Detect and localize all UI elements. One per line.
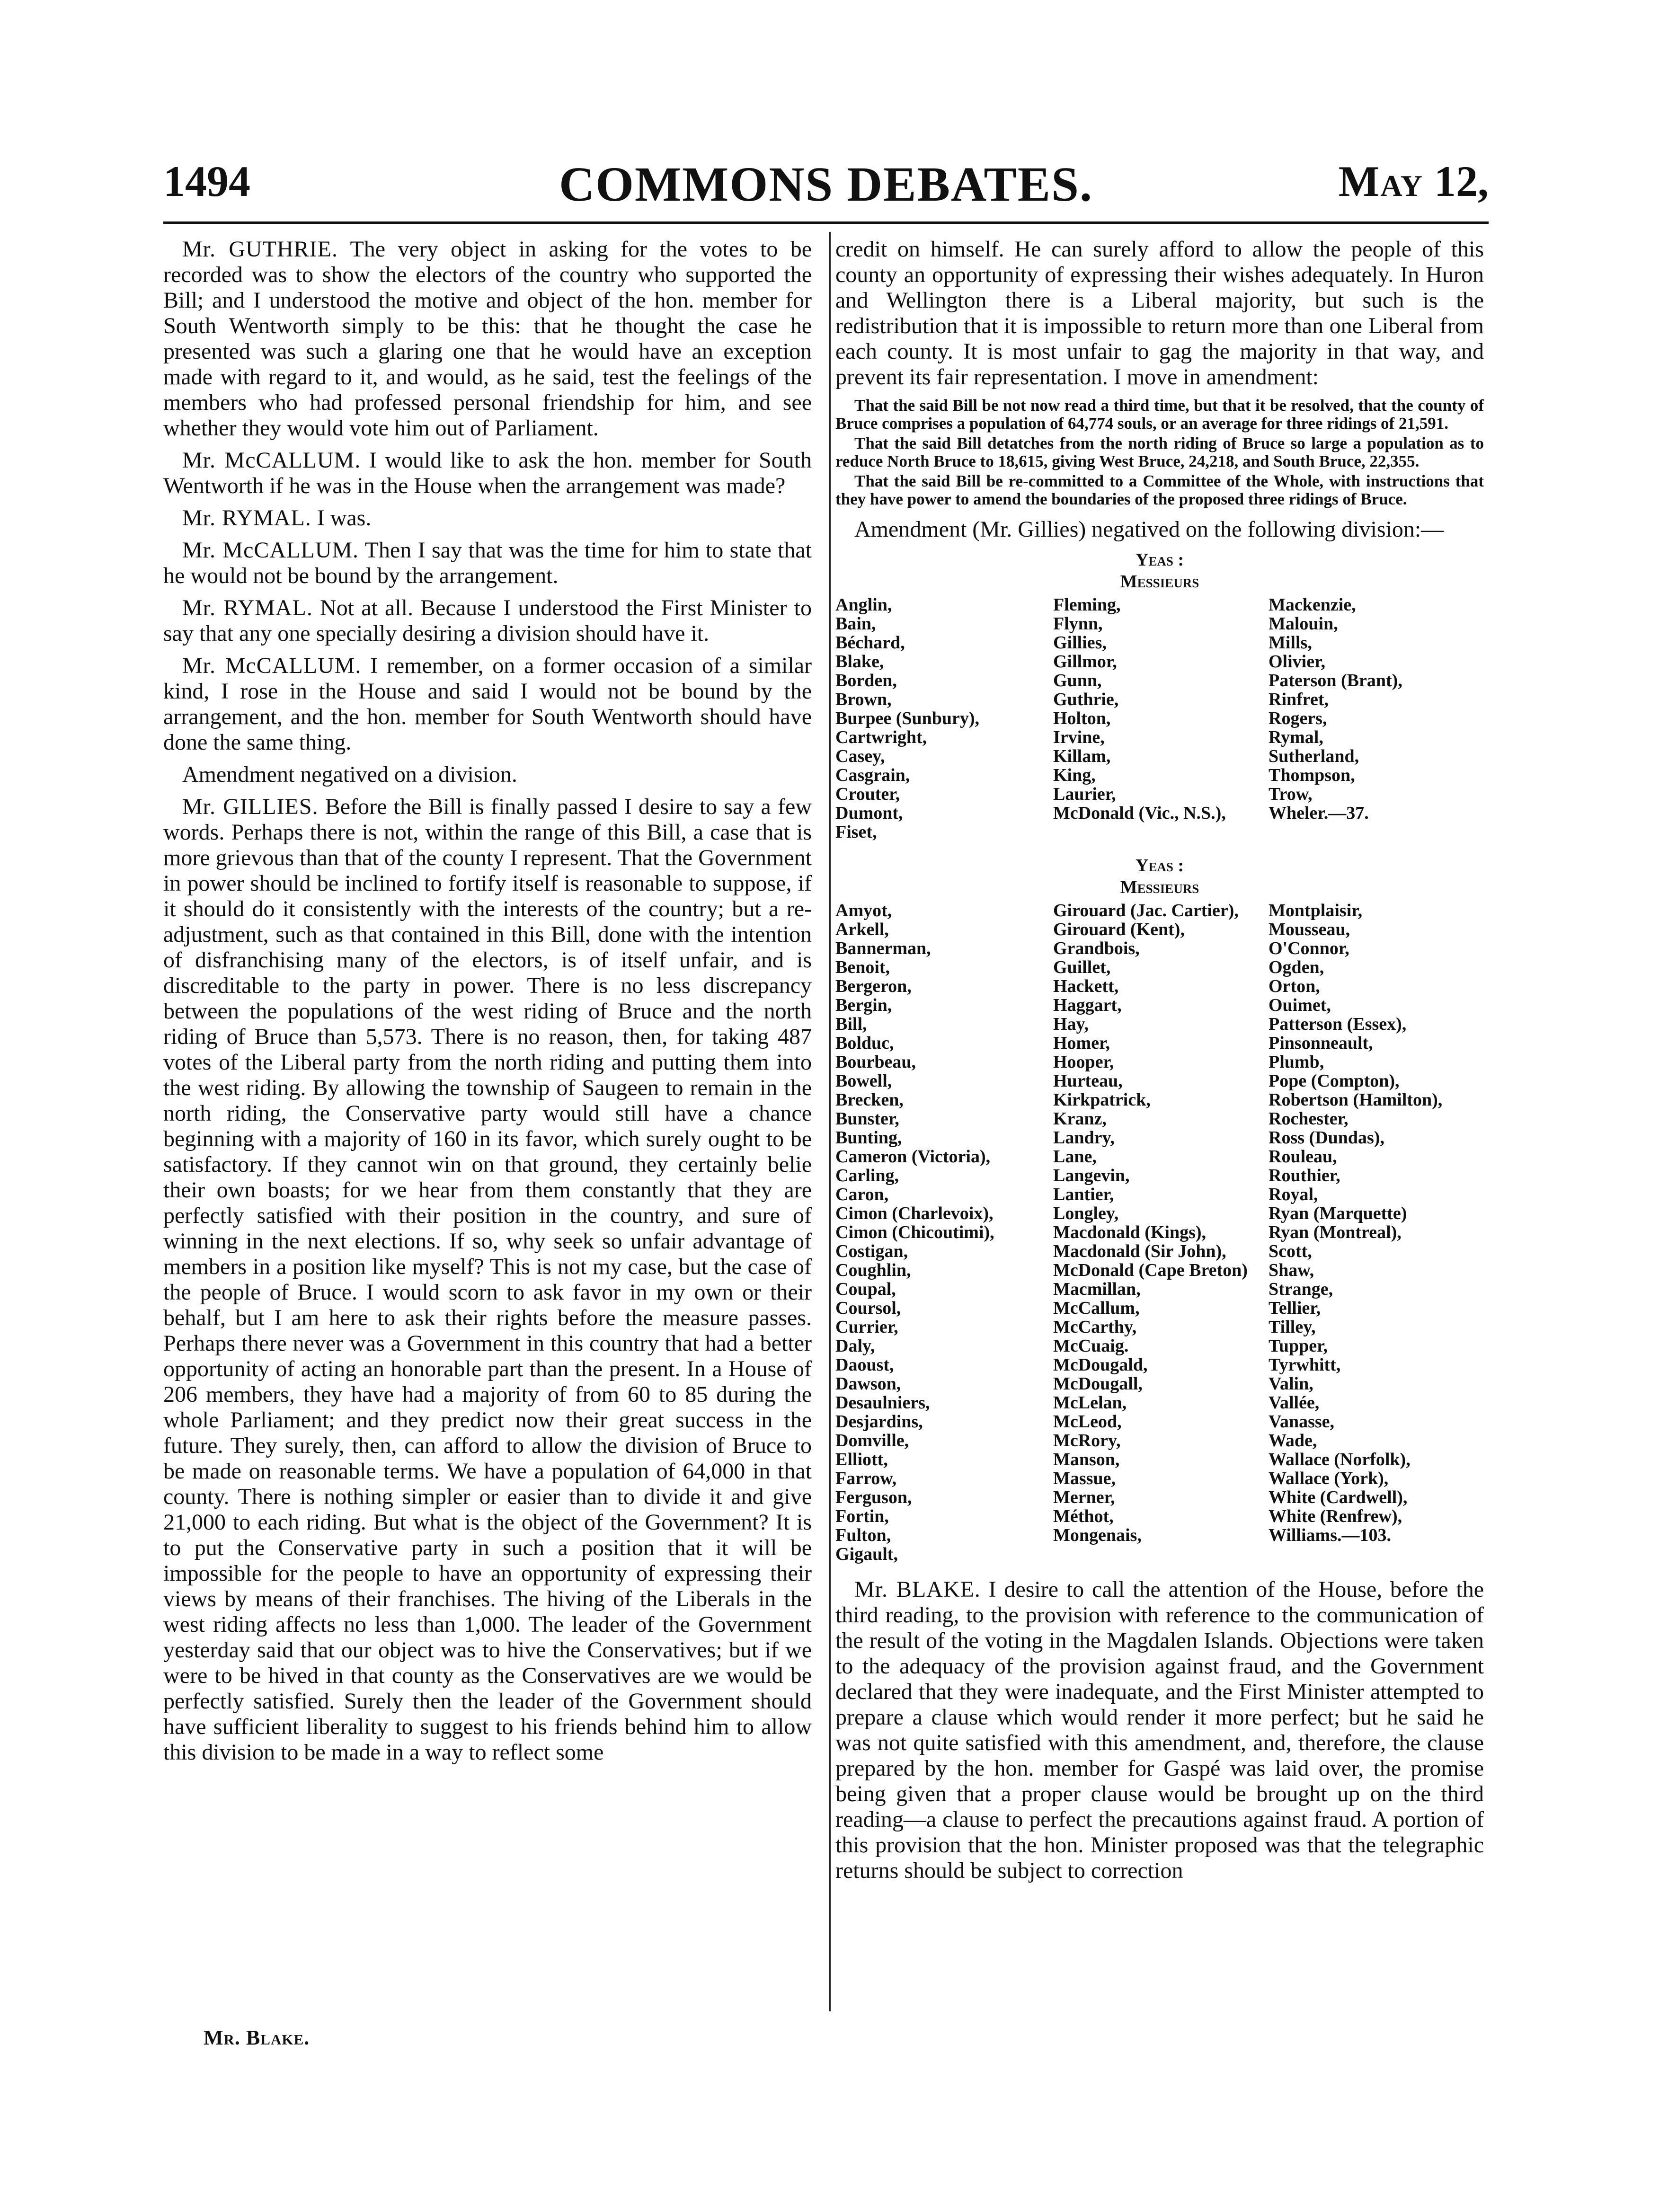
member-name: Dawson, xyxy=(835,1374,901,1394)
division-yeas-1 xyxy=(835,549,1484,841)
member-name: O'Connor, xyxy=(1269,938,1349,958)
speaker-name: Mr. McCALLUM. xyxy=(182,448,361,473)
member-name: Fiset, xyxy=(835,822,877,842)
division-row xyxy=(835,1488,1484,1507)
member-name xyxy=(1053,823,1269,841)
member-name: Royal, xyxy=(1269,1185,1318,1204)
member-name: McDonald (Vic., N.S.), xyxy=(1053,803,1226,823)
member-name: Scott, xyxy=(1269,1241,1312,1261)
member-name: Amyot, xyxy=(835,901,892,920)
date-day: 12, xyxy=(1434,157,1489,205)
division-row xyxy=(835,595,1484,614)
member-name: Benoit, xyxy=(835,957,890,977)
member-name: Landry, xyxy=(1053,1128,1115,1148)
division-row xyxy=(835,1166,1484,1185)
member-name: Plumb, xyxy=(1269,1052,1324,1072)
division-intro: Amendment (Mr. Gillies) negatived on the following division:— xyxy=(854,517,1444,542)
speech-text: I would like to ask the hon. member for South Wentworth if he was in the House when the arrangement was made? xyxy=(163,448,812,498)
speech-mccallum-1 xyxy=(163,448,812,499)
division-row xyxy=(835,1147,1484,1166)
member-name: Hurteau, xyxy=(1053,1071,1123,1091)
speech-text: Before the Bill is finally passed I desire to say a few words. Perhaps there is not, within the range of this Bill, a case that is more grievous than that of the county I represent. That the Government in power should be inclined to fortify itself is reasonable to suppose, if it should do it consistently with the interests of the country; but a re-adjustment, such as that contained in this Bill, done with the intention of disfranchising many of the electors, is of itself unfair, and is discreditable to the party in power. There is no less discrepancy between the populations of the west riding of Bruce and the north riding of Bruce than 5,573. There is no reason, then, for taking 487 votes of the Liberal party from the north riding and putting them into the west riding. By allowing the township of Saugeen to remain in the north riding, the Conservative party would still have a chance beginning with a majority of 160 in its favor, which surely ought to be satisfactory. If they cannot win on that ground, they certainly belie their own boasts; for we hear from them constantly that they are perfectly satisfied with their position in the country, and sure of winning in the next elections. If so, why seek so unfair advantage of members in a position like myself? This is not my case, but the case of the people of Bruce. I would scorn to ask favor in my own or their behalf, but I am here to ask their rights before the measure passes. Perhaps there never was a Government in this country that had a better opportunity of acting an honorable part than the present. In a House of 206 members, they have had a majority of from 60 to 85 during the whole Parliament; and they predict now their great success in the future. They surely, then, can afford to allow the division of Bruce to be made on reasonable terms. We have a population of 64,000 in that county. There is nothing simpler or easier than to divide it and give 21,000 to each riding. But what is the object of the Government? It is to put the Conservative party in such a position that it will be impossible for the people to have an opportunity of expressing their views by means of their franchises. The hiving of the Liberals in the west riding affects no less than 1,000. The leader of the Government yesterday said that our object was to hive the Conservatives; but if we were to be hived in that county as the Conservatives are we would be perfectly satisfied. Surely then the leader of the Government should have sufficient liberality to suggest to his friends behind him to allow this division to be made in a way to reflect some xyxy=(163,794,812,1765)
member-name: Currier, xyxy=(835,1317,898,1337)
member-name: Lane, xyxy=(1053,1147,1097,1167)
member-name: Fortin, xyxy=(835,1506,889,1526)
member-name: Brecken, xyxy=(835,1090,904,1110)
division-heading: Yeas : xyxy=(1135,856,1184,876)
member-name: Wheler.—37. xyxy=(1269,803,1369,823)
member-name: King, xyxy=(1053,765,1096,785)
division-list xyxy=(835,901,1484,1564)
member-name: Macdonald (Sir John), xyxy=(1053,1241,1226,1261)
member-name: Bowell, xyxy=(835,1071,892,1091)
date-month: May xyxy=(1338,157,1423,205)
member-name: Gillmor, xyxy=(1053,652,1117,672)
division-row xyxy=(835,1412,1484,1431)
catchword: Mr. Blake. xyxy=(204,2026,310,2049)
motion-clause-2: That the said Bill detatches from the north riding of Bruce so large a population as to reduce North Bruce to 18,615, giving West Bruce, 24,218, and South Bruce, 22,355. xyxy=(835,434,1484,470)
member-name: McDougall, xyxy=(1053,1374,1143,1394)
member-name: Pinsonneault, xyxy=(1269,1033,1373,1053)
speech-mccallum-2 xyxy=(163,538,812,589)
member-name: Sutherland, xyxy=(1269,746,1359,766)
speech-gillies-continued: credit on himself. He can surely afford to allow the people of this county an opportunity of expressing their wishes adequately. In Huron and Wellington there is a Liberal majority, but such is the redistribution that it is impossible to return more than one Liberal from each county. It is most unfair to gag the majority in that way, and prevent its fair representation. I move in amendment: xyxy=(835,237,1484,389)
member-name: Desjardins, xyxy=(835,1412,923,1432)
member-name: Macmillan, xyxy=(1053,1279,1141,1299)
member-name: Blake, xyxy=(835,652,884,672)
member-name: Ryan (Marquette) xyxy=(1269,1203,1407,1223)
division-list xyxy=(835,595,1484,841)
member-name: Laurier, xyxy=(1053,784,1116,804)
division-row xyxy=(835,1374,1484,1393)
speech-text: Not at all. Because I understood the First Minister to say that any one specially desiring a division should have it. xyxy=(163,595,812,646)
speech-rymal-1 xyxy=(163,505,812,531)
member-name: McRory, xyxy=(1053,1431,1121,1451)
division-subheading: Messieurs xyxy=(1120,877,1199,897)
member-name: Crouter, xyxy=(835,784,900,804)
member-name: Gillies, xyxy=(1053,633,1107,653)
member-name: Ryan (Montreal), xyxy=(1269,1222,1402,1242)
page-header xyxy=(163,156,1489,218)
member-name: Caron, xyxy=(835,1185,889,1204)
member-name: Domville, xyxy=(835,1431,909,1451)
member-name: Coughlin, xyxy=(835,1260,911,1280)
member-name: Homer, xyxy=(1053,1033,1110,1053)
member-name: Dumont, xyxy=(835,803,903,823)
division-row xyxy=(835,1185,1484,1204)
member-name: Merner, xyxy=(1053,1487,1115,1507)
header-rule xyxy=(163,221,1489,224)
member-name: Kirkpatrick, xyxy=(1053,1090,1151,1110)
member-name: Daly, xyxy=(835,1336,875,1356)
member-name: Fleming, xyxy=(1053,595,1121,615)
division-row xyxy=(835,1545,1484,1564)
division-row xyxy=(835,939,1484,958)
speaker-name: Mr. RYMAL. xyxy=(182,505,311,531)
member-name: McCuaig. xyxy=(1053,1336,1129,1356)
member-name: Grandbois, xyxy=(1053,938,1140,958)
member-name: Fulton, xyxy=(835,1525,891,1545)
member-name: Killam, xyxy=(1053,746,1111,766)
division-row xyxy=(835,671,1484,690)
member-name: Ogden, xyxy=(1269,957,1324,977)
member-name xyxy=(1053,1545,1269,1564)
member-name: Haggart, xyxy=(1053,995,1122,1015)
member-name: Costigan, xyxy=(835,1241,908,1261)
member-name: Olivier, xyxy=(1269,652,1325,672)
member-name: Manson, xyxy=(1053,1450,1120,1469)
speaker-name: Mr. RYMAL. xyxy=(182,595,313,620)
division-yeas-2 xyxy=(835,855,1484,1564)
member-name: Mousseau, xyxy=(1269,920,1350,939)
division-row xyxy=(835,1090,1484,1109)
page-date xyxy=(1339,156,1489,206)
member-name: Gigault, xyxy=(835,1544,898,1564)
division-row xyxy=(835,614,1484,633)
member-name: Trow, xyxy=(1269,784,1313,804)
speech-guthrie xyxy=(163,237,812,441)
member-name: Guillet, xyxy=(1053,957,1111,977)
member-name: Casey, xyxy=(835,746,885,766)
member-name: Tyrwhitt, xyxy=(1269,1355,1341,1375)
member-name: Hooper, xyxy=(1053,1052,1114,1072)
division-row xyxy=(835,958,1484,977)
member-name: Bannerman, xyxy=(835,938,931,958)
member-name: Mongenais, xyxy=(1053,1525,1142,1545)
member-name: Longley, xyxy=(1053,1203,1119,1223)
member-name: Cartwright, xyxy=(835,727,927,747)
member-name: Bergeron, xyxy=(835,976,912,996)
division-row xyxy=(835,1034,1484,1053)
division-row xyxy=(835,1355,1484,1374)
member-name: Patterson (Essex), xyxy=(1269,1014,1407,1034)
speech-text: The very object in asking for the votes to be recorded was to show the electors of the country who supported the Bill; and I understood the motive and object of the hon. member for South Wentworth simply to be this: that he thought the case he presented was such a glaring one that he would have an exception made with regard to it, and would, as he said, test the feelings of the members who had professed personal friendship for him, and see whether they would vote him out of Parliament. xyxy=(163,237,812,441)
speech-text: I remember, on a former occasion of a similar kind, I rose in the House and said I would not be bound by the arrangement, and the hon. member for South Wentworth should have done the same thing. xyxy=(163,653,812,755)
division-heading: Yeas : xyxy=(1135,550,1184,570)
member-name: Gunn, xyxy=(1053,671,1102,690)
division-row xyxy=(835,1469,1484,1488)
division-row xyxy=(835,747,1484,766)
division-row xyxy=(835,901,1484,920)
division-row xyxy=(835,652,1484,671)
division-row xyxy=(835,785,1484,804)
member-name: Flynn, xyxy=(1053,614,1103,634)
member-name: Williams.—103. xyxy=(1269,1525,1391,1545)
member-name: Massue, xyxy=(1053,1469,1116,1488)
division-row xyxy=(835,823,1484,841)
member-name: Ross (Dundas), xyxy=(1269,1128,1384,1148)
member-name: Bain, xyxy=(835,614,876,634)
member-name: Rymal, xyxy=(1269,727,1323,747)
speaker-name: Mr. BLAKE. xyxy=(854,1577,981,1602)
division-row xyxy=(835,1261,1484,1280)
member-name: Langevin, xyxy=(1053,1166,1130,1186)
division-row xyxy=(835,709,1484,728)
member-name: Daoust, xyxy=(835,1355,894,1375)
member-name xyxy=(1269,1545,1484,1564)
speech-text: I was. xyxy=(317,505,372,531)
division-row xyxy=(835,977,1484,996)
member-name: Rinfret, xyxy=(1269,690,1329,709)
member-name: Arkell, xyxy=(835,920,889,939)
speaker-name: Mr. GILLIES. xyxy=(182,794,319,819)
member-name: Valin, xyxy=(1269,1374,1313,1394)
member-name: Hay, xyxy=(1053,1014,1089,1034)
member-name: Méthot, xyxy=(1053,1506,1114,1526)
division-row xyxy=(835,920,1484,939)
division-row xyxy=(835,1431,1484,1450)
member-name: Elliott, xyxy=(835,1450,888,1469)
member-name: Bunster, xyxy=(835,1109,899,1129)
member-name: Coursol, xyxy=(835,1298,901,1318)
division-row xyxy=(835,1204,1484,1223)
member-name: Vallée, xyxy=(1269,1393,1320,1413)
division-row xyxy=(835,1109,1484,1128)
member-name: Casgrain, xyxy=(835,765,910,785)
division-row xyxy=(835,1450,1484,1469)
member-name: Borden, xyxy=(835,671,897,690)
procedural-note: Amendment negatived on a division. xyxy=(182,762,517,787)
member-name: McCallum, xyxy=(1053,1298,1140,1318)
member-name: Guthrie, xyxy=(1053,690,1119,709)
member-name: Orton, xyxy=(1269,976,1320,996)
member-name: White (Renfrew), xyxy=(1269,1506,1402,1526)
speech-gillies xyxy=(163,794,812,1765)
member-name: Mackenzie, xyxy=(1269,595,1356,615)
division-row xyxy=(835,996,1484,1015)
division-row xyxy=(835,1507,1484,1526)
member-name: Malouin, xyxy=(1269,614,1338,634)
speech-blake xyxy=(835,1577,1484,1884)
page-number: 1494 xyxy=(163,157,250,205)
member-name: McLeod, xyxy=(1053,1412,1122,1432)
member-name: Cameron (Victoria), xyxy=(835,1147,991,1167)
member-name: Pope (Compton), xyxy=(1269,1071,1400,1091)
division-row xyxy=(835,1242,1484,1261)
member-name: Routhier, xyxy=(1269,1166,1340,1186)
member-name: Strange, xyxy=(1269,1279,1333,1299)
member-name: Wallace (York), xyxy=(1269,1469,1389,1488)
division-subheading: Messieurs xyxy=(1120,572,1199,592)
division-row xyxy=(835,1128,1484,1147)
division-row xyxy=(835,1071,1484,1090)
member-name: Girouard (Kent), xyxy=(1053,920,1185,939)
member-name: Montplaisir, xyxy=(1269,901,1363,920)
member-name: Farrow, xyxy=(835,1469,897,1488)
member-name: Brown, xyxy=(835,690,892,709)
speech-text: I desire to call the attention of the House, before the third reading, to the provision with reference to the communication of the result of the voting in the Magdalen Islands. Objections were taken to the adequacy of the provision against fraud, and the Government declared that they were inadequate, and the First Minister attempted to prepare a clause which would render it more perfect; but he said he was not quite satisfied with this amendment, and, therefore, the clause prepared by the hon. member for Gaspé was laid over, the promise being given that a proper clause would be brought up on the third reading—a clause to perfect the precautions against fraud. A portion of this provision that the hon. Minister proposed was that the telegraphic returns should be subject to correction xyxy=(835,1577,1484,1883)
division-row xyxy=(835,1299,1484,1318)
division-row xyxy=(835,1280,1484,1299)
right-column xyxy=(835,237,1484,1890)
speech-mccallum-3 xyxy=(163,653,812,755)
speech-text: Then I say that was the time for him to state that he would not be bound by the arrangement. xyxy=(163,538,812,588)
member-name: McCarthy, xyxy=(1053,1317,1137,1337)
division-row xyxy=(835,1526,1484,1545)
member-name: Paterson (Brant), xyxy=(1269,671,1402,690)
member-name: Robertson (Hamilton), xyxy=(1269,1090,1443,1110)
division-row xyxy=(835,690,1484,709)
member-name: Hackett, xyxy=(1053,976,1119,996)
division-row xyxy=(835,1318,1484,1336)
member-name: Thompson, xyxy=(1269,765,1355,785)
member-name: Bunting, xyxy=(835,1128,902,1148)
member-name: Kranz, xyxy=(1053,1109,1107,1129)
column-divider xyxy=(829,232,831,2011)
member-name: Holton, xyxy=(1053,708,1111,728)
division-row xyxy=(835,766,1484,785)
member-name: Ouimet, xyxy=(1269,995,1331,1015)
member-name: Rogers, xyxy=(1269,708,1327,728)
member-name: Coupal, xyxy=(835,1279,896,1299)
member-name: Ferguson, xyxy=(835,1487,912,1507)
member-name: Girouard (Jac. Cartier), xyxy=(1053,901,1239,920)
member-name: Rouleau, xyxy=(1269,1147,1337,1167)
member-name: McDougald, xyxy=(1053,1355,1148,1375)
division-row xyxy=(835,1015,1484,1034)
member-name: Bill, xyxy=(835,1014,867,1034)
member-name: Lantier, xyxy=(1053,1185,1114,1204)
member-name: Mills, xyxy=(1269,633,1312,653)
speaker-name: Mr. McCALLUM. xyxy=(182,538,359,563)
member-name: Bolduc, xyxy=(835,1033,894,1053)
speaker-name: Mr. GUTHRIE. xyxy=(182,237,338,262)
motion-clause-3: That the said Bill be re-committed to a Committee of the Whole, with instructions that they have power to amend the boundaries of the proposed three ridings of Bruce. xyxy=(835,472,1484,508)
member-name: Tupper, xyxy=(1269,1336,1328,1356)
member-name xyxy=(1269,823,1484,841)
speaker-name: Mr. McCALLUM. xyxy=(182,653,362,678)
division-row xyxy=(835,633,1484,652)
member-name: Bergin, xyxy=(835,995,892,1015)
division-row xyxy=(835,1223,1484,1242)
member-name: White (Cardwell), xyxy=(1269,1487,1408,1507)
division-row xyxy=(835,1393,1484,1412)
member-name: Tilley, xyxy=(1269,1317,1316,1337)
division-row xyxy=(835,1053,1484,1071)
member-name: Wade, xyxy=(1269,1431,1317,1451)
member-name: Carling, xyxy=(835,1166,899,1186)
member-name: Rochester, xyxy=(1269,1109,1349,1129)
member-name: McDonald (Cape Breton) xyxy=(1053,1260,1248,1280)
division-row xyxy=(835,1336,1484,1355)
member-name: Béchard, xyxy=(835,633,905,653)
member-name: Shaw, xyxy=(1269,1260,1314,1280)
speech-rymal-2 xyxy=(163,595,812,646)
member-name: Irvine, xyxy=(1053,727,1105,747)
member-name: Anglin, xyxy=(835,595,892,615)
motion-clause-1: That the said Bill be not now read a third time, but that it be resolved, that the county of Bruce comprises a population of 64,774 souls, or an average for three ridings of 21,591. xyxy=(835,396,1484,433)
member-name: Vanasse, xyxy=(1269,1412,1335,1432)
member-name: Macdonald (Kings), xyxy=(1053,1222,1207,1242)
member-name: Burpee (Sunbury), xyxy=(835,708,980,728)
member-name: Cimon (Charlevoix), xyxy=(835,1203,994,1223)
member-name: McLelan, xyxy=(1053,1393,1127,1413)
member-name: Cimon (Chicoutimi), xyxy=(835,1222,994,1242)
division-row xyxy=(835,804,1484,823)
division-row xyxy=(835,728,1484,747)
member-name: Bourbeau, xyxy=(835,1052,916,1072)
member-name: Desaulniers, xyxy=(835,1393,930,1413)
running-title: COMMONS DEBATES. xyxy=(559,157,1093,212)
left-column xyxy=(163,237,812,1772)
member-name: Wallace (Norfolk), xyxy=(1269,1450,1411,1469)
member-name: Tellier, xyxy=(1269,1298,1321,1318)
